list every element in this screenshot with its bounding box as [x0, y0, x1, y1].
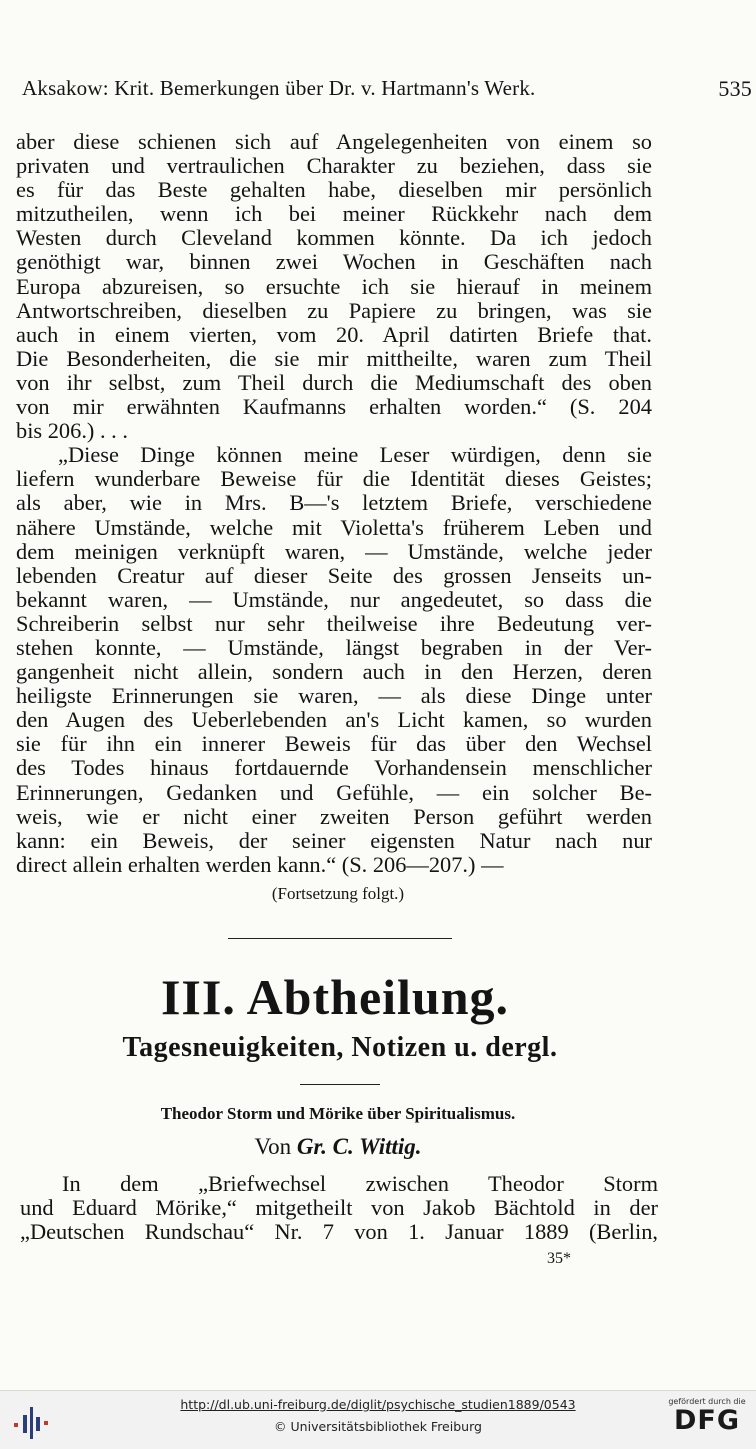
text-line: bis 206.) . . . — [16, 418, 128, 444]
dfg-caption: gefördert durch die — [668, 1397, 746, 1406]
section-title: III. Abtheilung. — [160, 969, 510, 1025]
text-line: stehen konnte, — Umstände, längst begraben in der Ver- — [16, 634, 652, 660]
text-line: liefern wunderbare Beweise für die Identität dieses Geistes; — [16, 466, 652, 492]
text-line: es für das Beste gehalten habe, dieselben mir persönlich — [16, 177, 652, 203]
text-line: auch in einem vierten, vom 20. April datirten Briefe that. — [16, 321, 652, 347]
short-divider-rule — [300, 1084, 380, 1085]
byline-author: Gr. C. Wittig. — [296, 1134, 422, 1159]
text-line: des Todes hinaus fortdauernde Vorhandensein menschlicher — [16, 755, 652, 781]
continuation-note: (Fortsetzung folgt.) — [271, 884, 405, 903]
viewer-footer — [0, 1390, 756, 1449]
text-line: weis, wie er nicht einer zweiten Person geführt werden — [16, 803, 652, 829]
text-line: „Deutschen Rundschau“ Nr. 7 von 1. Januar 1889 (Berlin, — [20, 1219, 658, 1245]
text-line: von ihr selbst, zum Theil durch die Mediumschaft des oben — [16, 369, 652, 395]
text-line: gangenheit nicht allein, sondern auch in den Herzen, deren — [16, 659, 652, 685]
text-line: „Diese Dinge können meine Leser würdigen, denn sie — [58, 442, 652, 468]
text-line: bekannt waren, — Umstände, nur angedeutet, so dass die — [16, 586, 652, 612]
text-line: privaten und vertraulichen Charakter zu beziehen, dass sie — [16, 153, 652, 179]
text-line: Schreiberin selbst nur sehr theilweise ihre Bedeutung ver- — [16, 610, 652, 636]
running-header — [22, 76, 752, 101]
main-text-block — [16, 130, 652, 877]
article-title: Theodor Storm und Mörike über Spiritualismus. — [160, 1104, 516, 1123]
text-line: nähere Umstände, welche mit Violetta's früherem Leben und — [16, 514, 652, 540]
text-line: Westen durch Cleveland kommen könnte. Da ich jedoch — [16, 225, 652, 251]
text-line: kann: ein Beweis, der seiner eigensten Natur nach nur — [16, 827, 652, 853]
text-line: mitzutheilen, wenn ich bei meiner Rückkehr nach dem — [16, 201, 652, 227]
byline-prefix: Von — [254, 1134, 292, 1159]
article-text-block — [20, 1172, 658, 1244]
text-line: direct allein erhalten werden kann.“ (S. 206—207.) — — [16, 851, 504, 877]
running-title: Aksakow: Krit. Bemerkungen über Dr. v. Hartmann's Werk. — [22, 76, 536, 100]
text-line: Europa abzureisen, so ersuchte ich sie hierauf in meinem — [16, 273, 652, 299]
text-line: Antwortschreiben, dieselben zu Papiere zu bringen, was sie — [16, 297, 652, 323]
dfg-logo-text: DFG — [673, 1405, 741, 1436]
section-subtitle: Tagesneuigkeiten, Notizen u. dergl. — [122, 1032, 558, 1063]
text-line: In dem „Briefwechsel zwischen Theodor Storm — [62, 1171, 658, 1196]
signature-mark: 35* — [547, 1250, 571, 1267]
copyright-notice: © Universitätsbibliothek Freiburg — [274, 1419, 482, 1434]
permalink-url[interactable]: http://dl.ub.uni-freiburg.de/diglit/psychische_studien1889/0543 — [180, 1397, 576, 1412]
page-number: 535 — [718, 76, 752, 101]
text-line: Die Besonderheiten, die sie mir mittheilte, waren zum Theil — [16, 345, 652, 371]
text-line: Erinnerungen, Gedanken und Gefühle, — ein solcher Be- — [16, 779, 652, 805]
text-line: dem meinigen verknüpft waren, — Umstände, welche jeder — [16, 538, 652, 564]
text-line: sie für ihn ein innerer Beweis für das über den Wechsel — [16, 731, 652, 757]
text-line: den Augen des Ueberlebenden an's Licht kamen, so wurden — [16, 707, 652, 733]
section-divider-rule — [228, 938, 452, 939]
text-line: als aber, wie in Mrs. B—'s letztem Briefe, verschiedene — [16, 490, 652, 516]
text-line: lebenden Creatur auf dieser Seite des grossen Jenseits un- — [16, 562, 652, 588]
dfg-logo — [668, 1397, 746, 1443]
text-line: genöthigt war, binnen zwei Wochen in Geschäften nach — [16, 249, 652, 275]
article-byline — [0, 1134, 676, 1160]
text-line: heiligste Erinnerungen sie waren, — als diese Dinge unter — [16, 683, 652, 709]
text-line: und Eduard Mörike,“ mitgetheilt von Jakob Bächtold in der — [20, 1195, 658, 1221]
text-line: von mir erwähnten Kaufmanns erhalten worden.“ (S. 204 — [16, 394, 652, 420]
text-line: aber diese schienen sich auf Angelegenheiten von einem so — [16, 129, 652, 154]
